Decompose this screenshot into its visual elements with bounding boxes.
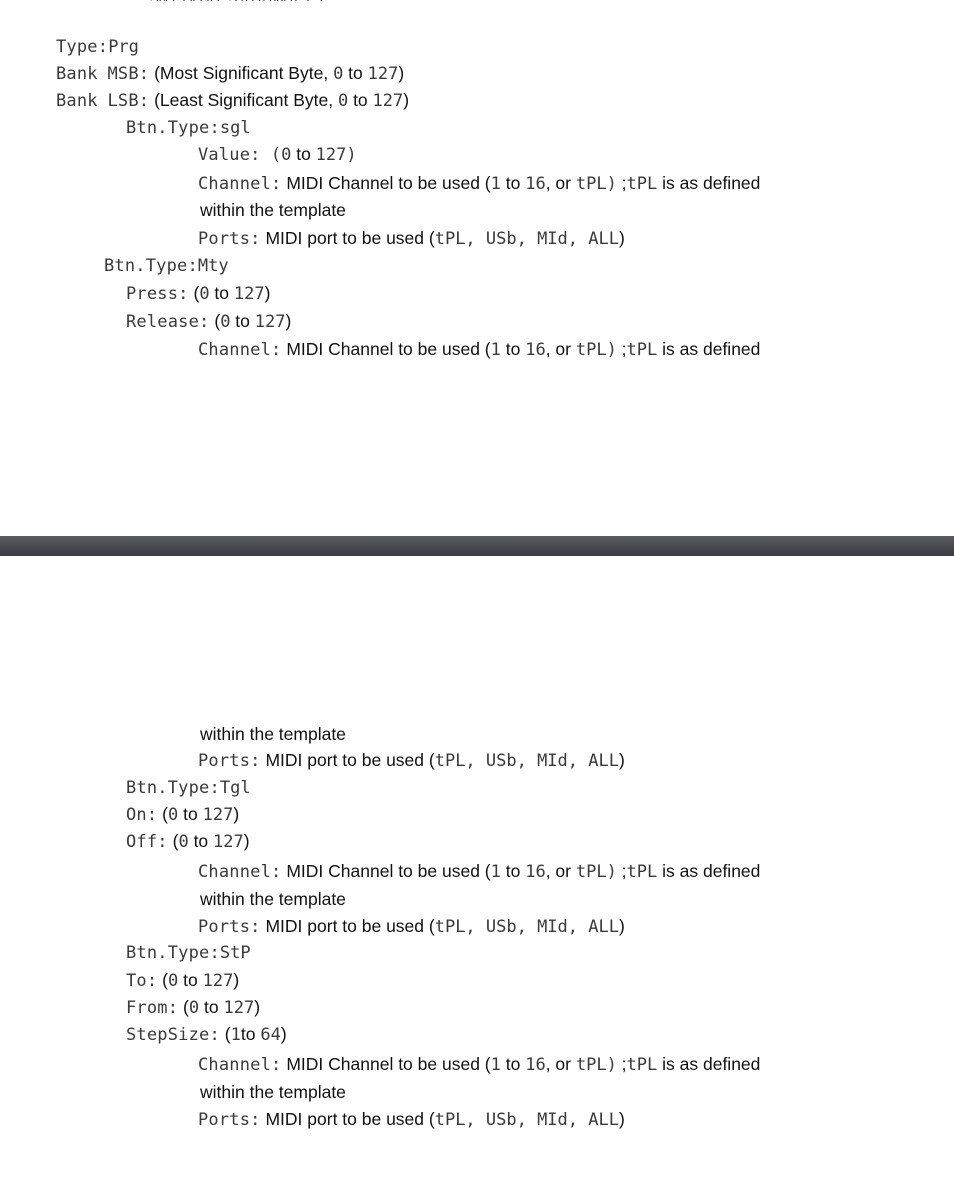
type-line: Type:Prg [56, 37, 139, 57]
value-line: Value: (0 to 127) [198, 144, 357, 165]
template-note: within the template [200, 200, 346, 220]
page-divider [0, 536, 954, 556]
on-line: On: (0 to 127) [126, 804, 240, 825]
top-page [0, 0, 954, 536]
channel-line: Channel: MIDI Channel to be used (1 to 16, or tPL) ;tPL is as defined [198, 861, 761, 882]
bottom-page [0, 556, 954, 1200]
ports-line: Ports: MIDI port to be used (tPL, USb, MId, ALL) [198, 1109, 625, 1130]
btn-type-mty-line: Btn.Type:Mty [104, 256, 229, 276]
template-note: within the template [200, 724, 346, 744]
template-note: within the template [200, 889, 346, 909]
btn-type-sgl-line: Btn.Type:sgl [126, 118, 251, 138]
ports-line: Ports: MIDI port to be used (tPL, USb, MId, ALL) [198, 750, 625, 771]
bank-msb-line: Bank MSB: (Most Significant Byte, 0 to 127) [56, 63, 405, 84]
from-line: From: (0 to 127) [126, 997, 261, 1018]
ports-line: Ports: MIDI port to be used (tPL, USb, MId, ALL) [198, 228, 625, 249]
press-line: Press: (0 to 127) [126, 283, 271, 304]
template-note: within the template [200, 1082, 346, 1102]
channel-line: Channel: MIDI Channel to be used (1 to 16, or tPL) ;tPL is as defined [198, 1054, 761, 1075]
btn-type-stp-line: Btn.Type:StP [126, 943, 251, 963]
release-line: Release: (0 to 127) [126, 311, 292, 332]
btn-type-tgl-line: Btn.Type:Tgl [126, 778, 251, 798]
channel-line: Channel: MIDI Channel to be used (1 to 16, or tPL) ;tPL is as defined [198, 339, 761, 360]
stepsize-line: StepSize: (1to 64) [126, 1024, 287, 1045]
clipped-header [150, 0, 670, 1]
to-line: To: (0 to 127) [126, 970, 240, 991]
channel-line: Channel: MIDI Channel to be used (1 to 16, or tPL) ;tPL is as defined [198, 173, 761, 194]
bank-lsb-line: Bank LSB: (Least Significant Byte, 0 to 127) [56, 90, 410, 111]
off-line: Off: (0 to 127) [126, 831, 250, 852]
ports-line: Ports: MIDI port to be used (tPL, USb, MId, ALL) [198, 916, 625, 937]
